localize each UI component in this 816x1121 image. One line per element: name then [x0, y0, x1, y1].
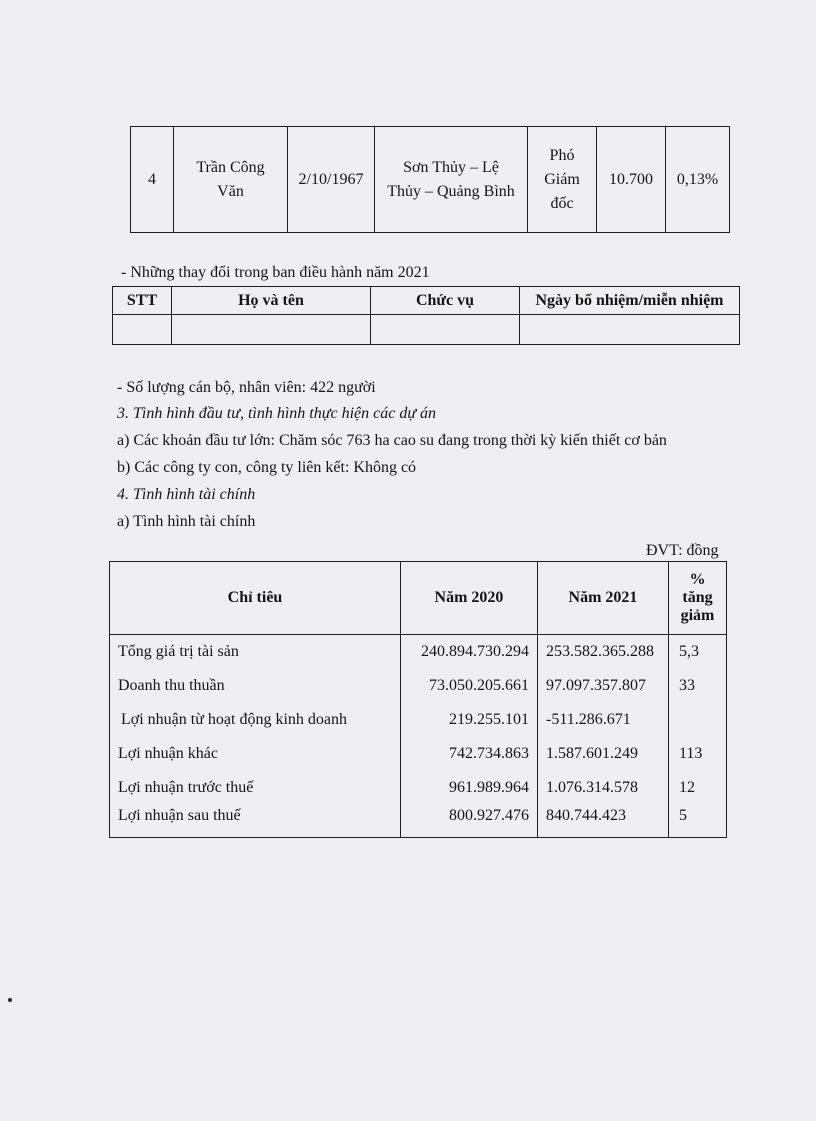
position-line: đốc — [550, 194, 574, 212]
section-3-title: 3. Tình hình đầu tư, tình hình thực hiện các dự án — [117, 405, 437, 422]
table-row — [131, 127, 730, 233]
value-2020-cell: 742.734.863 — [401, 737, 538, 771]
empty-cell — [113, 315, 172, 345]
empty-cell — [371, 315, 520, 345]
name-cell — [174, 127, 288, 233]
percent-cell: 12 — [669, 771, 727, 805]
percent-cell: 5,3 — [669, 635, 727, 670]
value-2020-cell: 219.255.101 — [401, 703, 538, 737]
changes-heading: - Những thay đổi trong ban điều hành năm 2021 — [121, 264, 430, 281]
value-2020-cell: 73.050.205.661 — [401, 669, 538, 703]
percent-cell: 33 — [669, 669, 727, 703]
section-3a: a) Các khoản đầu tư lớn: Chăm sóc 763 ha cao su đang trong thời kỳ kiến thiết cơ bản — [117, 432, 667, 449]
header-item: Chỉ tiêu — [110, 562, 401, 635]
table-row — [110, 669, 727, 703]
value-2020-cell: 240.894.730.294 — [401, 635, 538, 670]
item-cell: Lợi nhuận từ hoạt động kinh doanh — [110, 703, 401, 737]
header-percent — [669, 562, 727, 635]
header-name: Họ và tên — [172, 287, 371, 315]
empty-cell — [520, 315, 740, 345]
header-2020: Năm 2020 — [401, 562, 538, 635]
table-row — [113, 315, 740, 345]
board-member-table — [130, 126, 730, 233]
staff-count: - Số lượng cán bộ, nhân viên: 422 người — [117, 379, 376, 396]
section-4-title: 4. Tình hình tài chính — [117, 486, 256, 503]
table-row — [110, 771, 727, 805]
name-line: Văn — [217, 182, 244, 200]
management-changes-table — [112, 286, 740, 345]
value-2021-cell: 840.744.423 — [538, 805, 669, 838]
ratio-cell: 0,13% — [666, 127, 730, 233]
value-2020-cell: 961.989.964 — [401, 771, 538, 805]
item-cell: Lợi nhuận khác — [110, 737, 401, 771]
section-3b: b) Các công ty con, công ty liên kết: Không có — [117, 459, 417, 476]
value-2021-cell: -511.286.671 — [538, 703, 669, 737]
header-stt: STT — [113, 287, 172, 315]
position-line: Phó — [549, 146, 575, 164]
value-2021-cell: 1.076.314.578 — [538, 771, 669, 805]
position-line: Giám — [544, 170, 580, 188]
address-line: Sơn Thủy – Lệ — [403, 158, 499, 176]
header-date: Ngày bổ nhiệm/miễn nhiệm — [520, 287, 740, 315]
currency-unit: ĐVT: đồng — [646, 542, 719, 559]
address-line: Thủy – Quảng Bình — [387, 182, 515, 200]
table-row — [110, 805, 727, 838]
header-percent-line: giảm — [680, 607, 715, 624]
item-cell: Doanh thu thuần — [110, 669, 401, 703]
percent-cell: 5 — [669, 805, 727, 838]
section-4a: a) Tình hình tài chính — [117, 513, 256, 530]
header-2021: Năm 2021 — [538, 562, 669, 635]
position-cell — [528, 127, 597, 233]
shares-cell: 10.700 — [597, 127, 666, 233]
scan-speck — [8, 998, 12, 1002]
name-line: Trần Công — [196, 158, 265, 176]
empty-cell — [172, 315, 371, 345]
address-cell — [375, 127, 528, 233]
header-percent-line: % — [689, 571, 706, 588]
stt-cell: 4 — [131, 127, 174, 233]
item-cell: Lợi nhuận trước thuế — [110, 771, 401, 805]
table-header-row — [113, 287, 740, 315]
value-2020-cell: 800.927.476 — [401, 805, 538, 838]
table-header-row — [110, 562, 727, 635]
dob-cell: 2/10/1967 — [288, 127, 375, 233]
item-cell: Lợi nhuận sau thuế — [110, 805, 401, 838]
table-row — [110, 635, 727, 670]
percent-cell: 113 — [669, 737, 727, 771]
value-2021-cell: 253.582.365.288 — [538, 635, 669, 670]
item-cell: Tổng giá trị tài sản — [110, 635, 401, 670]
financial-table — [109, 561, 727, 838]
table-row — [110, 703, 727, 737]
percent-cell — [669, 703, 727, 737]
table-row — [110, 737, 727, 771]
header-percent-line: tăng — [682, 589, 713, 606]
value-2021-cell: 1.587.601.249 — [538, 737, 669, 771]
value-2021-cell: 97.097.357.807 — [538, 669, 669, 703]
header-position: Chức vụ — [371, 287, 520, 315]
